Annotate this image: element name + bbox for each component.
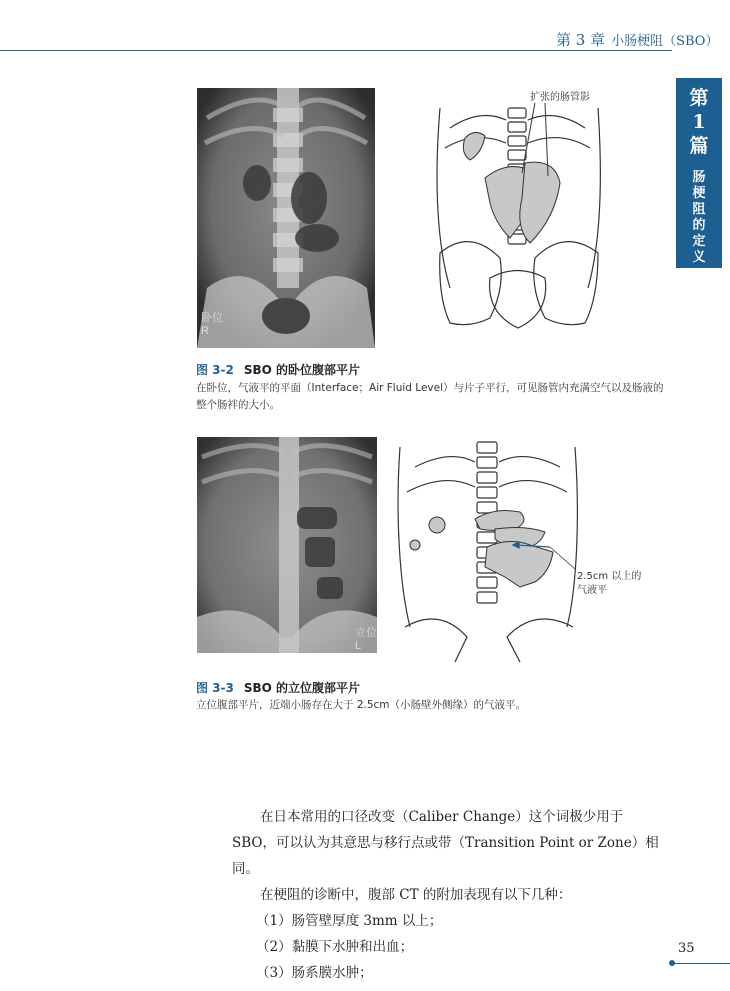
air-fluid-level-annotation: 2.5cm 以上的气液平 xyxy=(577,571,642,596)
footer-rule xyxy=(672,963,730,964)
paragraph-caliber-change: 在日本常用的口径改变（Caliber Change）这个词极少用于 SBO，可以认为其意思与移行点或带（Transition Point or Zone）相同。 xyxy=(232,809,659,877)
page-number: 35 xyxy=(678,941,695,956)
list-item: （1）肠管壁厚度 3mm 以上； xyxy=(256,913,443,929)
figure-3-3-title: SBO 的立位腹部平片 xyxy=(243,681,361,695)
part-side-tab xyxy=(676,78,722,268)
supine-schematic-diagram xyxy=(430,88,605,338)
list-item: （2）黏膜下水肿和出血； xyxy=(256,939,414,955)
chapter-header xyxy=(556,29,718,50)
section-label: 肠 梗 阻 的 定 义 xyxy=(692,170,706,265)
upright-schematic-graphic xyxy=(395,437,665,667)
paragraph-ct-findings: 在梗阻的诊断中，腹部 CT 的附加表现有以下几种： xyxy=(260,887,572,903)
figure-3-2-title: SBO 的卧位腹部平片 xyxy=(243,363,361,377)
part-label: 第 1 篇 xyxy=(689,87,709,157)
supine-xray-graphic xyxy=(197,88,375,348)
xray-position-label: 卧位 R xyxy=(201,312,223,337)
xray-position-label: 立位 L xyxy=(355,627,377,652)
upright-schematic-diagram xyxy=(395,437,665,667)
dilated-bowel-annotation: 扩张的肠管影 xyxy=(530,92,590,103)
upright-xray-graphic xyxy=(197,437,377,653)
figure-3-2-caption-title xyxy=(196,361,360,378)
supine-schematic-graphic xyxy=(430,88,605,338)
figure-3-3-caption-title xyxy=(196,679,360,696)
chapter-title: 小肠梗阻（SBO） xyxy=(611,34,719,49)
list-item: （3）肠系膜水肿； xyxy=(256,965,373,981)
figure-3-2-caption-body: 在卧位，气液平的平面（Interface；Air Fluid Level）与片子平行，可见肠管内充满空气以及肠液的整个肠袢的大小。 xyxy=(196,382,664,411)
chapter-number: 第 3 章 xyxy=(556,31,606,49)
upright-xray-image xyxy=(197,437,377,653)
header-rule xyxy=(0,50,672,51)
figure-3-3-caption-body: 立位腹部平片，近端小肠存在大于 2.5cm（小肠壁外侧缘）的气液平。 xyxy=(196,699,527,711)
figure-3-2-number: 图 3-2 xyxy=(196,363,234,377)
footer-dot xyxy=(669,960,675,966)
supine-xray-image xyxy=(197,88,375,348)
body-text xyxy=(232,804,662,986)
figure-3-3-number: 图 3-3 xyxy=(196,681,234,695)
